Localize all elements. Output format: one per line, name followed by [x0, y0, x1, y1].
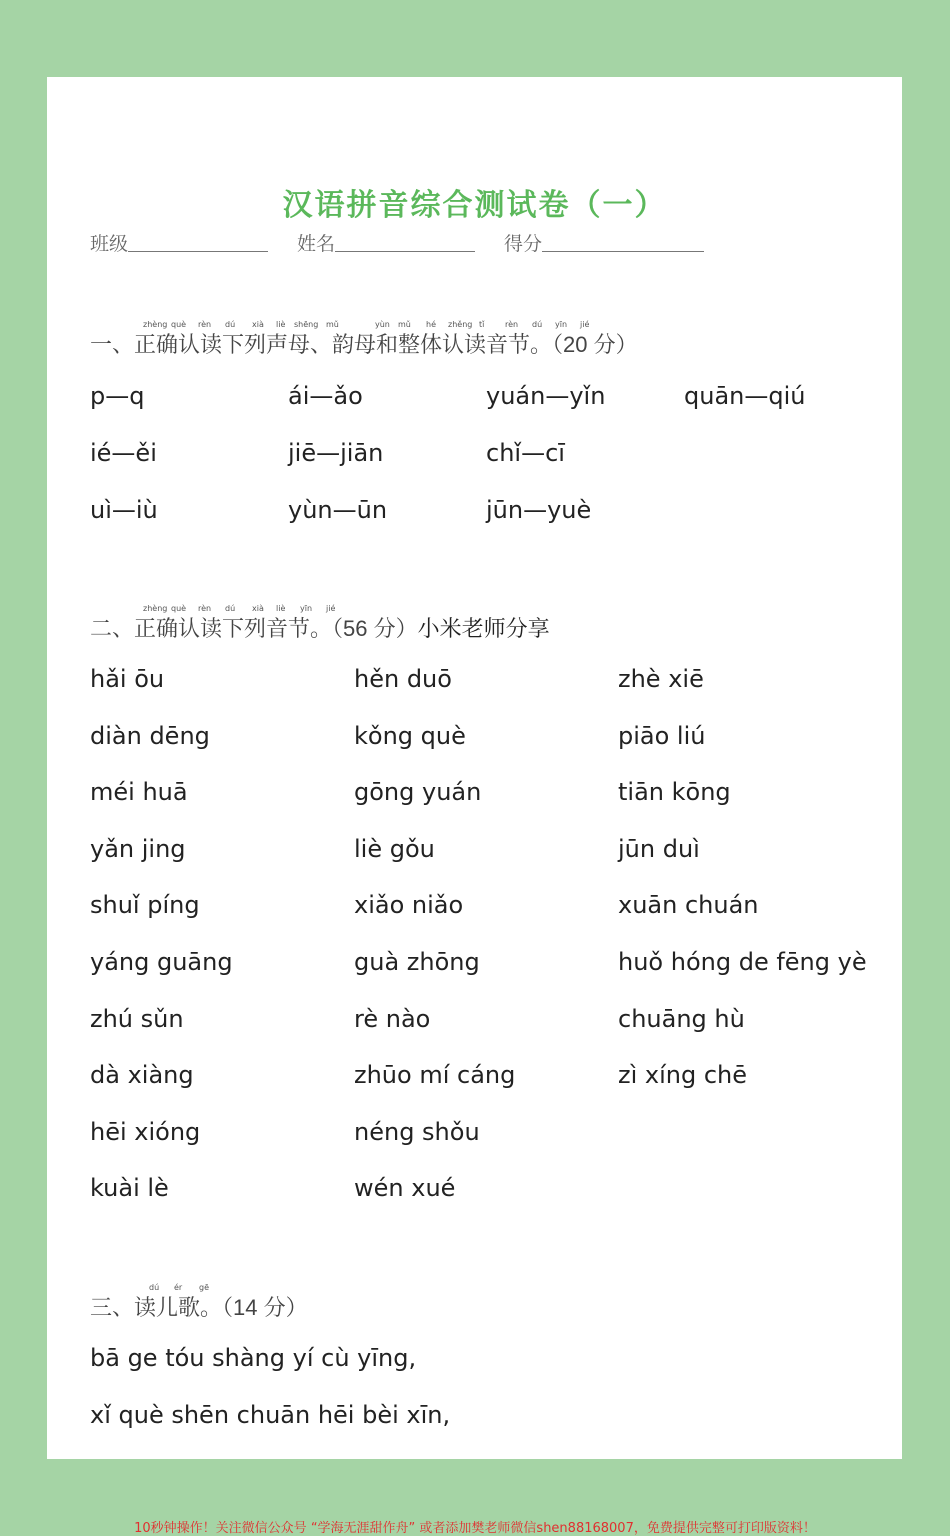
syllable-pair: ié—ěi: [90, 439, 157, 467]
ruby-annotation: mǔ: [398, 320, 411, 329]
pinyin-word: yǎn jing: [90, 834, 186, 863]
pinyin-word: méi huā: [90, 778, 188, 807]
name-label: 姓名: [297, 233, 336, 255]
syllable-pair: yuán—yǐn: [486, 382, 606, 410]
rhyme-line: bā ge tóu shàng yí cù yīng,: [90, 1344, 417, 1372]
pinyin-word: liè gǒu: [354, 834, 435, 863]
pinyin-word: huǒ hóng de fēng yè: [618, 948, 867, 976]
ruby-annotation: tǐ: [479, 320, 485, 329]
pinyin-word: rè nào: [354, 1004, 431, 1033]
name-blank: [335, 231, 475, 252]
pinyin-word: gōng yuán: [354, 778, 482, 807]
ruby-annotation: zhèng: [143, 604, 168, 613]
pinyin-word: jūn duì: [618, 834, 700, 863]
syllable-pair: jūn—yuè: [486, 496, 592, 524]
page-title: 汉语拼音综合测试卷（一）: [282, 188, 667, 223]
class-field: [90, 229, 268, 256]
pinyin-word: tiān kōng: [618, 778, 731, 807]
score-field: [504, 229, 704, 256]
ruby-annotation: shēng: [294, 320, 319, 329]
class-blank: [128, 231, 268, 252]
ruby-annotation: dú: [225, 320, 236, 329]
ruby-annotation: xià: [252, 604, 264, 613]
pinyin-word: hěn duō: [354, 665, 452, 693]
section3-heading: [90, 1291, 308, 1322]
score-blank: [542, 231, 704, 252]
pinyin-word: wén xué: [354, 1174, 456, 1203]
ruby-annotation: dú: [149, 1283, 160, 1292]
ruby-annotation: què: [171, 604, 187, 613]
section3-title: 读儿歌。: [134, 1296, 223, 1321]
section2-number: 二、: [90, 617, 135, 642]
section3-score: （14 分）: [222, 1295, 308, 1320]
pinyin-word: néng shǒu: [354, 1117, 480, 1146]
section2-title: 正确认读下列音节。: [134, 617, 333, 642]
section1-score: （20 分）: [552, 332, 638, 357]
ruby-annotation: yīn: [300, 604, 313, 613]
ruby-annotation: mǔ: [326, 320, 339, 329]
pinyin-word: zì xíng chē: [618, 1061, 748, 1090]
ruby-annotation: liè: [276, 604, 286, 613]
pinyin-word: diàn dēng: [90, 721, 210, 750]
ruby-annotation: xià: [252, 320, 264, 329]
pinyin-word: zhú sǔn: [90, 1004, 184, 1033]
ruby-annotation: hé: [426, 320, 436, 329]
section2-heading: [90, 612, 550, 643]
pinyin-word: piāo liú: [618, 721, 706, 750]
ruby-annotation: yīn: [555, 320, 568, 329]
ruby-annotation: rèn: [198, 320, 212, 329]
ruby-annotation: dú: [532, 320, 543, 329]
score-label: 得分: [504, 233, 543, 255]
class-label: 班级: [90, 233, 129, 255]
section1-number: 一、: [90, 333, 135, 358]
syllable-pair: ái—ǎo: [288, 382, 363, 410]
ruby-annotation: rèn: [198, 604, 212, 613]
pinyin-word: yáng guāng: [90, 948, 233, 976]
syllable-pair: chǐ—cī: [486, 439, 565, 467]
ruby-annotation: gē: [199, 1283, 209, 1292]
ruby-annotation: liè: [276, 320, 286, 329]
ruby-annotation: jié: [326, 604, 336, 613]
section1-heading: [90, 328, 638, 359]
pinyin-word: dà xiàng: [90, 1061, 194, 1090]
pinyin-word: zhè xiē: [618, 665, 704, 693]
name-field: [297, 229, 475, 256]
ruby-annotation: què: [171, 320, 187, 329]
ruby-annotation: dú: [225, 604, 236, 613]
ruby-annotation: zhèng: [143, 320, 168, 329]
ruby-annotation: yùn: [375, 320, 390, 329]
syllable-pair: p—q: [90, 382, 145, 410]
ruby-annotation: zhěng: [448, 320, 473, 329]
pinyin-word: xiǎo niǎo: [354, 891, 464, 920]
pinyin-word: kǒng què: [354, 721, 466, 750]
syllable-pair: jiē—jiān: [288, 439, 384, 467]
syllable-pair: yùn—ūn: [288, 496, 388, 524]
section3-number: 三、: [90, 1296, 135, 1321]
pinyin-word: xuān chuán: [618, 891, 759, 920]
footer-note: 10秒钟操作！关注微信公众号 “学海无涯甜作舟” 或者添加樊老师微信shen88168007，免费提供完整可打印版资料！: [134, 1521, 816, 1536]
ruby-annotation: jié: [580, 320, 590, 329]
section2-extra: 小米老师分享: [417, 617, 550, 642]
rhyme-line: xǐ què shēn chuān hēi bèi xīn,: [90, 1401, 451, 1429]
section2-score: （56 分）: [332, 616, 418, 641]
pinyin-word: zhūo mí cáng: [354, 1061, 516, 1090]
pinyin-word: kuài lè: [90, 1174, 169, 1203]
ruby-annotation: ér: [174, 1283, 183, 1292]
ruby-annotation: rèn: [505, 320, 519, 329]
pinyin-word: hēi xióng: [90, 1117, 201, 1146]
pinyin-word: chuāng hù: [618, 1004, 745, 1033]
pinyin-word: shuǐ píng: [90, 891, 200, 920]
pinyin-word: guà zhōng: [354, 948, 480, 976]
syllable-pair: quān—qiú: [684, 382, 806, 410]
worksheet-paper: [47, 77, 902, 1459]
section1-title: 正确认读下列声母、韵母和整体认读音节。: [134, 333, 553, 358]
pinyin-word: hǎi ōu: [90, 665, 165, 693]
syllable-pair: uì—iù: [90, 496, 158, 524]
